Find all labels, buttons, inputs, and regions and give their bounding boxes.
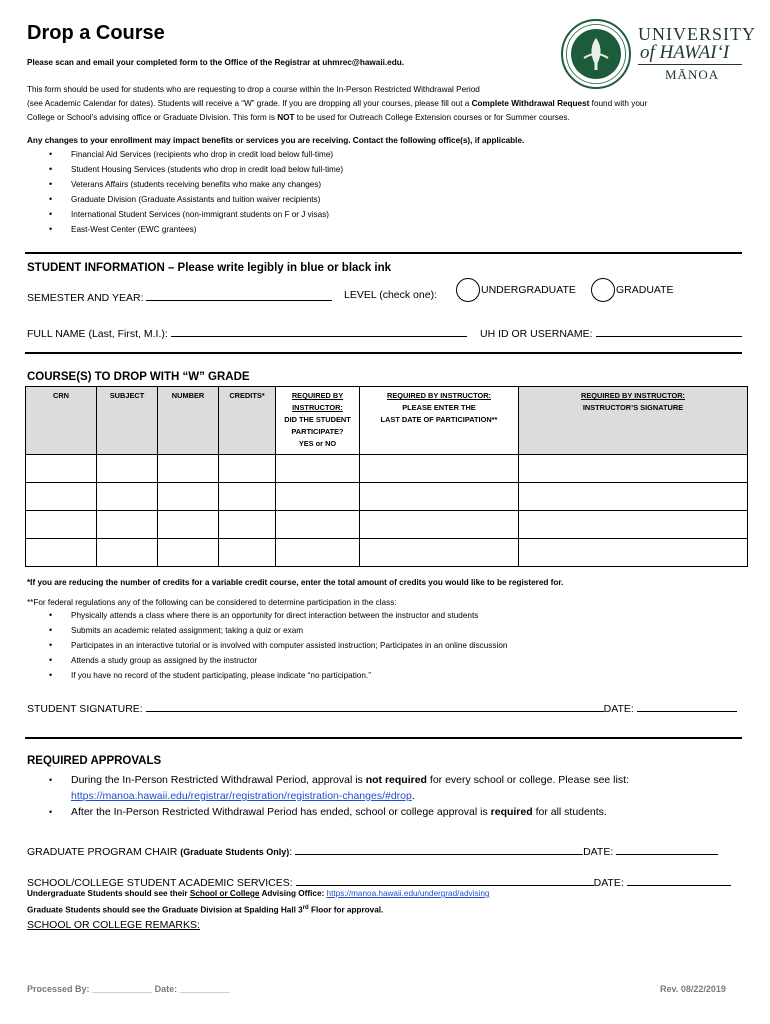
subject-cell[interactable] [97, 483, 158, 511]
intro-line-2: (see Academic Calendar for dates). Students will receive a “W” grade. If you are dropping all your courses, please fill out a Complete Withdrawal Request found with your [27, 99, 648, 108]
section-divider [25, 352, 742, 354]
impact-heading: Any changes to your enrollment may impact benefits or services you are receiving. Contact the following office(s), if applicable. [27, 136, 525, 145]
graduate-only-note: (Graduate Students Only) [180, 847, 290, 857]
list-item: • During the In-Person Restricted Withdrawal Period, approval is not required for every school or college. Please see list: https://manoa.hawaii.edu/registrar/registration/registration-changes/#drop. [27, 772, 727, 804]
col-credits: CREDITS* [219, 387, 276, 455]
col-crn: CRN [26, 387, 97, 455]
registration-changes-link[interactable]: https://manoa.hawaii.edu/registrar/registration/registration-changes/#drop [71, 790, 412, 802]
list-item: • After the In-Person Restricted Withdrawal Period has ended, school or college approval is required for all students. [27, 804, 727, 820]
full-name-label: FULL NAME (Last, First, M.I.): [27, 328, 168, 340]
subject-cell[interactable] [97, 511, 158, 539]
signature-cell[interactable] [519, 455, 748, 483]
level-label: LEVEL (check one): [344, 289, 437, 301]
section-divider [25, 737, 742, 739]
course-table [25, 386, 748, 567]
graduate-label: GRADUATE [616, 283, 674, 296]
col-number: NUMBER [158, 387, 219, 455]
federal-regulations-heading: **For federal regulations any of the following can be considered to determine participation in the class: [27, 598, 397, 607]
university-name-line2: of HAWAI‘I [640, 42, 730, 63]
impact-office-list [27, 147, 343, 237]
signature-date-field[interactable] [637, 700, 737, 712]
number-cell[interactable] [158, 539, 219, 567]
list-item: • East-West Center (EWC grantees) [27, 222, 343, 237]
student-signature-row [27, 700, 737, 715]
crn-cell[interactable] [26, 455, 97, 483]
university-name-line1: UNIVERSITY [638, 24, 756, 44]
subject-cell[interactable] [97, 455, 158, 483]
crn-cell[interactable] [26, 539, 97, 567]
subject-cell[interactable] [97, 539, 158, 567]
student-signature-label: STUDENT SIGNATURE: [27, 703, 143, 715]
number-cell[interactable] [158, 483, 219, 511]
list-item: • Physically attends a class where there is an opportunity for direct interaction between the instructor and students [27, 608, 507, 623]
last-date-cell[interactable] [360, 483, 519, 511]
undergraduate-label: UNDERGRADUATE [481, 283, 576, 296]
crn-cell[interactable] [26, 483, 97, 511]
logo-divider [638, 64, 742, 65]
credits-cell[interactable] [219, 539, 276, 567]
col-instructor-signature: REQUIRED BY INSTRUCTOR: INSTRUCTOR’S SIGNATURE [519, 387, 748, 455]
signature-cell[interactable] [519, 483, 748, 511]
credits-note: *If you are reducing the number of credits for a variable credit course, enter the total amount of credits you would like to be registered for. [27, 578, 564, 587]
semester-year-label: SEMESTER AND YEAR: [27, 292, 144, 304]
col-subject: SUBJECT [97, 387, 158, 455]
participate-cell[interactable] [276, 455, 360, 483]
revision-date: Rev. 08/22/2019 [660, 984, 726, 994]
participation-criteria-list [27, 608, 507, 683]
participate-cell[interactable] [276, 483, 360, 511]
full-name-field[interactable] [171, 325, 467, 337]
list-item: • International Student Services (non-immigrant students on F or J visas) [27, 207, 343, 222]
date-label: DATE: [603, 703, 634, 715]
number-cell[interactable] [158, 455, 219, 483]
graduate-chair-label: GRADUATE PROGRAM CHAIR [27, 846, 181, 858]
semester-year-field[interactable] [146, 289, 332, 301]
number-cell[interactable] [158, 511, 219, 539]
col-participate: REQUIRED BY INSTRUCTOR: DID THE STUDENT PARTICIPATE? YES or NO [276, 387, 360, 455]
list-item: • Submits an academic related assignment; taking a quiz or exam [27, 623, 507, 638]
courses-heading: COURSE(S) TO DROP WITH “W” GRADE [27, 371, 250, 383]
credits-cell[interactable] [219, 455, 276, 483]
school-services-row: SCHOOL/COLLEGE STUDENT ACADEMIC SERVICES: DATE: [27, 874, 731, 889]
table-row [26, 539, 748, 567]
list-item: • Financial Aid Services (recipients who drop in credit load below full-time) [27, 147, 343, 162]
signature-cell[interactable] [519, 511, 748, 539]
last-date-cell[interactable] [360, 455, 519, 483]
graduate-chair-field[interactable] [295, 843, 583, 855]
table-row [26, 511, 748, 539]
uh-id-row [480, 325, 742, 340]
uh-id-label: UH ID OR USERNAME: [480, 328, 593, 340]
list-item: • Attends a study group as assigned by the instructor [27, 653, 507, 668]
participate-cell[interactable] [276, 539, 360, 567]
table-row [26, 455, 748, 483]
credits-cell[interactable] [219, 511, 276, 539]
approvals-list [27, 772, 727, 820]
signature-cell[interactable] [519, 539, 748, 567]
intro-line-3: College or School's advising office or Graduate Division. This form is NOT to be used for Outreach College Extension courses or for Summer courses. [27, 113, 570, 122]
full-name-row [27, 325, 467, 340]
submission-instruction: Please scan and email your completed form to the Office of the Registrar at uhmrec@hawaii.edu. [27, 58, 404, 67]
table-row [26, 483, 748, 511]
school-services-date-field[interactable] [627, 874, 731, 886]
last-date-cell[interactable] [360, 511, 519, 539]
undergraduate-option[interactable] [456, 278, 576, 302]
school-services-label: SCHOOL/COLLEGE STUDENT ACADEMIC SERVICES: [27, 877, 293, 889]
participate-cell[interactable] [276, 511, 360, 539]
list-item: • Student Housing Services (students who drop in credit load below full-time) [27, 162, 343, 177]
uh-id-field[interactable] [596, 325, 742, 337]
undergraduate-radio[interactable] [456, 278, 480, 302]
list-item: • Participates in an interactive tutorial or is involved with computer assisted instruction; Participates in an online discussion [27, 638, 507, 653]
school-services-field[interactable] [296, 874, 594, 886]
graduate-chair-date-field[interactable] [616, 843, 718, 855]
list-item: • Graduate Division (Graduate Assistants and tuition waiver recipients) [27, 192, 343, 207]
graduate-chair-row: GRADUATE PROGRAM CHAIR (Graduate Students Only): DATE: [27, 843, 718, 858]
graduate-option[interactable] [591, 278, 674, 302]
col-last-date: REQUIRED BY INSTRUCTOR: PLEASE ENTER THE LAST DATE OF PARTICIPATION** [360, 387, 519, 455]
page-title: Drop a Course [27, 22, 165, 44]
student-info-heading: STUDENT INFORMATION – Please write legibly in blue or black ink [27, 262, 392, 274]
undergrad-advising-link[interactable]: https://manoa.hawaii.edu/undergrad/advising [326, 889, 490, 898]
student-signature-field[interactable] [146, 700, 604, 712]
university-name-line3: MĀNOA [665, 67, 720, 82]
school-remarks-label: SCHOOL OR COLLEGE REMARKS: [27, 919, 200, 931]
table-header-row [26, 387, 748, 455]
undergrad-advising-note: Undergraduate Students should see their School or College Advising Office: https://manoa.hawaii.edu/undergrad/advising [27, 889, 490, 898]
university-seal-icon [560, 18, 632, 90]
semester-year-row [27, 289, 332, 304]
list-item: • If you have no record of the student participating, please indicate “no participation.” [27, 668, 507, 683]
crn-cell[interactable] [26, 511, 97, 539]
credits-cell[interactable] [219, 483, 276, 511]
graduate-division-note: Graduate Students should see the Graduate Division at Spalding Hall 3rd Floor for approval. [27, 905, 384, 915]
list-item: • Veterans Affairs (students receiving benefits who make any changes) [27, 177, 343, 192]
intro-line-1: This form should be used for students who are requesting to drop a course within the In-Person Restricted Withdrawal Period [27, 85, 480, 94]
section-divider [25, 252, 742, 254]
last-date-cell[interactable] [360, 539, 519, 567]
graduate-radio[interactable] [591, 278, 615, 302]
approvals-heading: REQUIRED APPROVALS [27, 755, 162, 767]
processed-by: Processed By: ____________ Date: __________ [27, 984, 230, 994]
